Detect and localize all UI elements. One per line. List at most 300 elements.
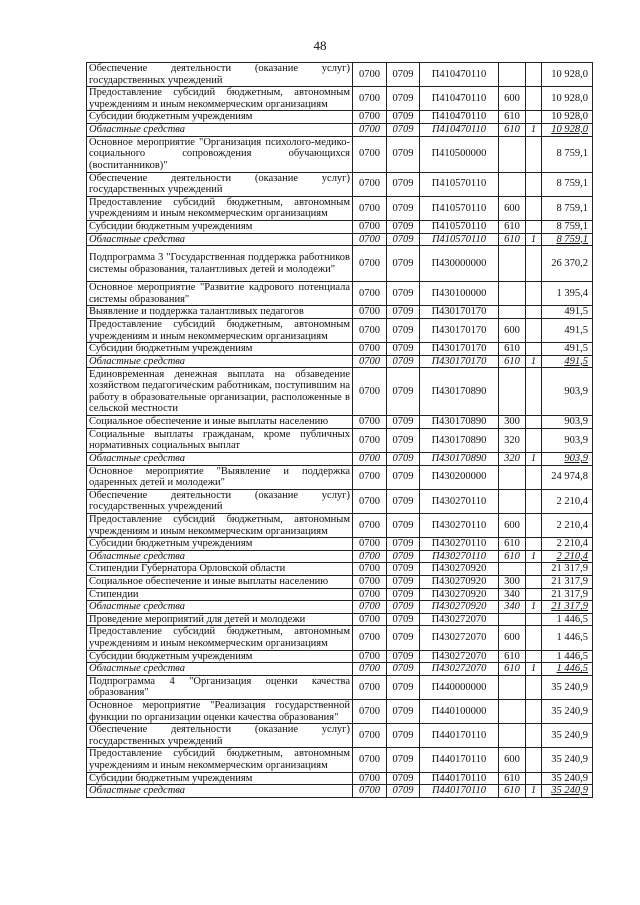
row-source-code <box>526 563 542 576</box>
row-target-code: П440100000 <box>420 699 499 723</box>
row-expense-type-code: 600 <box>499 626 526 650</box>
row-name: Областные средства <box>87 123 353 136</box>
row-target-code: П430170170 <box>420 355 499 368</box>
row-section-code: 0700 <box>353 576 387 589</box>
row-target-code: П440000000 <box>420 675 499 699</box>
row-target-code: П410470110 <box>420 87 499 111</box>
row-amount: 491,5 <box>542 318 593 342</box>
row-name: Предоставление субсидий бюджетным, автономным учреждениям и иным некоммерческим организациям <box>87 514 353 538</box>
row-section-code: 0700 <box>353 172 387 196</box>
table-row <box>87 306 593 319</box>
row-subsection-code: 0709 <box>387 63 420 87</box>
row-name: Основное мероприятие "Реализация государственной функции по организации оценки качества образования" <box>87 699 353 723</box>
row-target-code: П430200000 <box>420 465 499 489</box>
row-name: Субсидии бюджетным учреждениям <box>87 650 353 663</box>
table-row <box>87 136 593 172</box>
row-subsection-code: 0709 <box>387 675 420 699</box>
row-section-code: 0700 <box>353 453 387 466</box>
row-target-code: П430170890 <box>420 416 499 429</box>
row-target-code: П430272070 <box>420 626 499 650</box>
table-row <box>87 563 593 576</box>
row-amount: 2 210,4 <box>542 489 593 513</box>
row-subsection-code: 0709 <box>387 785 420 798</box>
row-section-code: 0700 <box>353 63 387 87</box>
row-amount: 35 240,9 <box>542 699 593 723</box>
row-target-code: П410500000 <box>420 136 499 172</box>
row-expense-type-code: 610 <box>499 343 526 356</box>
row-expense-type-code: 340 <box>499 601 526 614</box>
row-source-code <box>526 699 542 723</box>
row-section-code: 0700 <box>353 282 387 306</box>
row-expense-type-code: 610 <box>499 650 526 663</box>
table-row <box>87 465 593 489</box>
table-row <box>87 675 593 699</box>
row-source-code <box>526 196 542 220</box>
row-source-code: 1 <box>526 601 542 614</box>
row-amount: 2 210,4 <box>542 538 593 551</box>
row-expense-type-code <box>499 136 526 172</box>
row-section-code: 0700 <box>353 343 387 356</box>
row-source-code: 1 <box>526 453 542 466</box>
row-target-code: П440170110 <box>420 748 499 772</box>
row-source-code <box>526 220 542 233</box>
row-target-code: П430000000 <box>420 246 499 282</box>
table-row <box>87 538 593 551</box>
row-target-code: П430272070 <box>420 650 499 663</box>
row-expense-type-code <box>499 306 526 319</box>
row-name: Стипендии <box>87 588 353 601</box>
budget-table <box>86 62 593 798</box>
row-amount: 35 240,9 <box>542 772 593 785</box>
row-target-code: П410570110 <box>420 196 499 220</box>
row-name: Субсидии бюджетным учреждениям <box>87 220 353 233</box>
row-target-code: П430270920 <box>420 563 499 576</box>
row-amount: 8 759,1 <box>542 196 593 220</box>
row-name: Субсидии бюджетным учреждениям <box>87 343 353 356</box>
row-amount: 10 928,0 <box>542 87 593 111</box>
row-amount: 1 446,5 <box>542 626 593 650</box>
row-subsection-code: 0709 <box>387 489 420 513</box>
row-name: Выявление и поддержка талантливых педагогов <box>87 306 353 319</box>
row-expense-type-code <box>499 172 526 196</box>
table-row <box>87 588 593 601</box>
table-row <box>87 233 593 246</box>
row-expense-type-code: 610 <box>499 550 526 563</box>
row-name: Обеспечение деятельности (оказание услуг) государственных учреждений <box>87 172 353 196</box>
row-section-code: 0700 <box>353 514 387 538</box>
row-amount: 491,5 <box>542 343 593 356</box>
row-expense-type-code <box>499 699 526 723</box>
row-subsection-code: 0709 <box>387 318 420 342</box>
row-section-code: 0700 <box>353 489 387 513</box>
row-name: Областные средства <box>87 453 353 466</box>
row-subsection-code: 0709 <box>387 196 420 220</box>
row-target-code: П440170110 <box>420 772 499 785</box>
row-section-code: 0700 <box>353 785 387 798</box>
row-expense-type-code: 610 <box>499 538 526 551</box>
row-expense-type-code: 300 <box>499 416 526 429</box>
row-subsection-code: 0709 <box>387 563 420 576</box>
table-row <box>87 355 593 368</box>
row-amount: 903,9 <box>542 428 593 452</box>
row-target-code: П430170170 <box>420 318 499 342</box>
row-expense-type-code <box>499 368 526 416</box>
row-section-code: 0700 <box>353 123 387 136</box>
budget-table-body <box>87 63 593 798</box>
table-row <box>87 246 593 282</box>
row-amount: 26 370,2 <box>542 246 593 282</box>
row-section-code: 0700 <box>353 87 387 111</box>
row-subsection-code: 0709 <box>387 663 420 676</box>
row-amount: 903,9 <box>542 416 593 429</box>
row-section-code: 0700 <box>353 196 387 220</box>
row-name: Социальное обеспечение и иные выплаты населению <box>87 576 353 589</box>
row-name: Обеспечение деятельности (оказание услуг) государственных учреждений <box>87 724 353 748</box>
row-source-code <box>526 650 542 663</box>
row-amount: 21 317,9 <box>542 588 593 601</box>
row-subsection-code: 0709 <box>387 355 420 368</box>
row-name: Основное мероприятие "Организация психолого-медико-социального сопровождения обучающихся (воспитанников)" <box>87 136 353 172</box>
row-source-code <box>526 246 542 282</box>
row-expense-type-code: 600 <box>499 196 526 220</box>
row-name: Предоставление субсидий бюджетным, автономным учреждениям и иным некоммерческим организациям <box>87 318 353 342</box>
row-expense-type-code: 320 <box>499 428 526 452</box>
row-target-code: П430272070 <box>420 613 499 626</box>
row-source-code <box>526 87 542 111</box>
row-expense-type-code <box>499 246 526 282</box>
table-row <box>87 514 593 538</box>
row-subsection-code: 0709 <box>387 601 420 614</box>
row-target-code: П430270920 <box>420 588 499 601</box>
row-section-code: 0700 <box>353 663 387 676</box>
row-expense-type-code: 610 <box>499 785 526 798</box>
table-row <box>87 87 593 111</box>
row-section-code: 0700 <box>353 368 387 416</box>
row-subsection-code: 0709 <box>387 220 420 233</box>
row-target-code: П410570110 <box>420 172 499 196</box>
row-source-code <box>526 772 542 785</box>
row-subsection-code: 0709 <box>387 172 420 196</box>
row-amount: 35 240,9 <box>542 748 593 772</box>
row-source-code <box>526 136 542 172</box>
table-row <box>87 63 593 87</box>
row-subsection-code: 0709 <box>387 306 420 319</box>
table-row <box>87 785 593 798</box>
row-source-code <box>526 588 542 601</box>
row-expense-type-code <box>499 63 526 87</box>
table-row <box>87 111 593 124</box>
row-amount: 21 317,9 <box>542 601 593 614</box>
row-source-code <box>526 514 542 538</box>
row-subsection-code: 0709 <box>387 87 420 111</box>
row-amount: 1 395,4 <box>542 282 593 306</box>
row-name: Основное мероприятие "Выявление и поддержка одаренных детей и молодежи" <box>87 465 353 489</box>
row-amount: 2 210,4 <box>542 550 593 563</box>
row-name: Предоставление субсидий бюджетным, автономным учреждениям и иным некоммерческим организациям <box>87 748 353 772</box>
table-row <box>87 489 593 513</box>
row-target-code: П430170890 <box>420 428 499 452</box>
row-source-code <box>526 465 542 489</box>
row-name: Субсидии бюджетным учреждениям <box>87 111 353 124</box>
row-section-code: 0700 <box>353 538 387 551</box>
row-amount: 903,9 <box>542 453 593 466</box>
row-section-code: 0700 <box>353 220 387 233</box>
row-expense-type-code: 610 <box>499 111 526 124</box>
row-expense-type-code <box>499 282 526 306</box>
row-name: Предоставление субсидий бюджетным, автономным учреждениям и иным некоммерческим организациям <box>87 87 353 111</box>
row-target-code: П430100000 <box>420 282 499 306</box>
row-name: Подпрограмма 3 "Государственная поддержка работников системы образования, талантливых детей и молодежи" <box>87 246 353 282</box>
page-number: 48 <box>313 38 327 53</box>
row-section-code: 0700 <box>353 650 387 663</box>
row-name: Предоставление субсидий бюджетным, автономным учреждениям и иным некоммерческим организациям <box>87 196 353 220</box>
row-target-code: П410570110 <box>420 220 499 233</box>
row-name: Социальные выплаты гражданам, кроме публичных нормативных социальных выплат <box>87 428 353 452</box>
row-target-code: П430170170 <box>420 306 499 319</box>
table-row <box>87 724 593 748</box>
table-row <box>87 343 593 356</box>
row-expense-type-code <box>499 489 526 513</box>
table-row <box>87 123 593 136</box>
row-name: Областные средства <box>87 355 353 368</box>
row-amount: 24 974,8 <box>542 465 593 489</box>
row-section-code: 0700 <box>353 588 387 601</box>
row-expense-type-code: 600 <box>499 87 526 111</box>
table-row <box>87 416 593 429</box>
row-target-code: П410470110 <box>420 63 499 87</box>
row-source-code <box>526 172 542 196</box>
row-source-code <box>526 748 542 772</box>
row-source-code <box>526 675 542 699</box>
table-row <box>87 663 593 676</box>
row-expense-type-code <box>499 724 526 748</box>
table-row <box>87 576 593 589</box>
row-amount: 8 759,1 <box>542 220 593 233</box>
row-subsection-code: 0709 <box>387 111 420 124</box>
row-target-code: П410570110 <box>420 233 499 246</box>
row-target-code: П430270110 <box>420 538 499 551</box>
row-amount: 1 446,5 <box>542 613 593 626</box>
row-source-code <box>526 282 542 306</box>
row-source-code <box>526 368 542 416</box>
row-subsection-code: 0709 <box>387 626 420 650</box>
row-source-code: 1 <box>526 355 542 368</box>
row-source-code <box>526 428 542 452</box>
row-expense-type-code: 300 <box>499 576 526 589</box>
row-name: Областные средства <box>87 233 353 246</box>
row-name: Основное мероприятие "Развитие кадрового потенциала системы образования" <box>87 282 353 306</box>
row-subsection-code: 0709 <box>387 613 420 626</box>
row-section-code: 0700 <box>353 465 387 489</box>
table-row <box>87 772 593 785</box>
row-subsection-code: 0709 <box>387 368 420 416</box>
row-target-code: П430170890 <box>420 368 499 416</box>
row-source-code <box>526 343 542 356</box>
row-section-code: 0700 <box>353 675 387 699</box>
table-row <box>87 748 593 772</box>
row-name: Обеспечение деятельности (оказание услуг) государственных учреждений <box>87 63 353 87</box>
row-source-code: 1 <box>526 123 542 136</box>
row-target-code: П430270110 <box>420 550 499 563</box>
row-section-code: 0700 <box>353 233 387 246</box>
row-section-code: 0700 <box>353 306 387 319</box>
row-name: Областные средства <box>87 601 353 614</box>
row-expense-type-code: 340 <box>499 588 526 601</box>
row-subsection-code: 0709 <box>387 282 420 306</box>
row-subsection-code: 0709 <box>387 343 420 356</box>
row-name: Проведение мероприятий для детей и молодежи <box>87 613 353 626</box>
row-section-code: 0700 <box>353 724 387 748</box>
row-name: Областные средства <box>87 663 353 676</box>
row-source-code <box>526 318 542 342</box>
row-expense-type-code: 600 <box>499 514 526 538</box>
row-section-code: 0700 <box>353 355 387 368</box>
row-section-code: 0700 <box>353 550 387 563</box>
table-row <box>87 550 593 563</box>
row-amount: 35 240,9 <box>542 785 593 798</box>
row-section-code: 0700 <box>353 626 387 650</box>
table-row <box>87 368 593 416</box>
row-subsection-code: 0709 <box>387 246 420 282</box>
row-expense-type-code <box>499 613 526 626</box>
row-source-code <box>526 111 542 124</box>
row-amount: 1 446,5 <box>542 650 593 663</box>
row-amount: 10 928,0 <box>542 63 593 87</box>
row-amount: 21 317,9 <box>542 576 593 589</box>
table-row <box>87 626 593 650</box>
table-row <box>87 282 593 306</box>
row-expense-type-code <box>499 675 526 699</box>
table-row <box>87 220 593 233</box>
row-section-code: 0700 <box>353 699 387 723</box>
row-expense-type-code: 610 <box>499 772 526 785</box>
row-target-code: П430270110 <box>420 489 499 513</box>
row-target-code: П430270920 <box>420 576 499 589</box>
row-source-code <box>526 306 542 319</box>
row-subsection-code: 0709 <box>387 588 420 601</box>
row-source-code: 1 <box>526 233 542 246</box>
row-section-code: 0700 <box>353 246 387 282</box>
row-expense-type-code <box>499 465 526 489</box>
row-expense-type-code: 600 <box>499 748 526 772</box>
row-name: Подпрограмма 4 "Организация оценки качества образования" <box>87 675 353 699</box>
row-section-code: 0700 <box>353 416 387 429</box>
row-expense-type-code <box>499 563 526 576</box>
row-name: Единовременная денежная выплата на обзаведение хозяйством педагогическим работникам, поступившим на работу в образовательные организации, расположенные в сельской местности <box>87 368 353 416</box>
row-expense-type-code: 610 <box>499 663 526 676</box>
row-amount: 491,5 <box>542 306 593 319</box>
row-section-code: 0700 <box>353 428 387 452</box>
row-subsection-code: 0709 <box>387 699 420 723</box>
row-amount: 10 928,0 <box>542 123 593 136</box>
row-source-code: 1 <box>526 550 542 563</box>
row-amount: 8 759,1 <box>542 233 593 246</box>
row-source-code <box>526 613 542 626</box>
row-expense-type-code: 600 <box>499 318 526 342</box>
table-row <box>87 172 593 196</box>
row-subsection-code: 0709 <box>387 514 420 538</box>
row-source-code <box>526 626 542 650</box>
row-source-code <box>526 724 542 748</box>
row-subsection-code: 0709 <box>387 123 420 136</box>
row-section-code: 0700 <box>353 601 387 614</box>
row-name: Социальное обеспечение и иные выплаты населению <box>87 416 353 429</box>
table-row <box>87 601 593 614</box>
row-source-code: 1 <box>526 785 542 798</box>
row-source-code <box>526 576 542 589</box>
row-name: Стипендии Губернатора Орловской области <box>87 563 353 576</box>
row-subsection-code: 0709 <box>387 453 420 466</box>
row-section-code: 0700 <box>353 136 387 172</box>
row-source-code <box>526 538 542 551</box>
table-row <box>87 318 593 342</box>
row-section-code: 0700 <box>353 772 387 785</box>
row-expense-type-code: 610 <box>499 355 526 368</box>
row-name: Обеспечение деятельности (оказание услуг) государственных учреждений <box>87 489 353 513</box>
row-section-code: 0700 <box>353 318 387 342</box>
row-name: Областные средства <box>87 550 353 563</box>
table-row <box>87 453 593 466</box>
row-source-code: 1 <box>526 663 542 676</box>
row-section-code: 0700 <box>353 563 387 576</box>
row-expense-type-code: 610 <box>499 220 526 233</box>
row-subsection-code: 0709 <box>387 233 420 246</box>
row-target-code: П410470110 <box>420 123 499 136</box>
row-amount: 491,5 <box>542 355 593 368</box>
row-target-code: П430270110 <box>420 514 499 538</box>
row-subsection-code: 0709 <box>387 465 420 489</box>
table-row <box>87 699 593 723</box>
row-subsection-code: 0709 <box>387 772 420 785</box>
row-amount: 1 446,5 <box>542 663 593 676</box>
row-target-code: П430170170 <box>420 343 499 356</box>
row-target-code: П430272070 <box>420 663 499 676</box>
row-amount: 8 759,1 <box>542 172 593 196</box>
row-name: Субсидии бюджетным учреждениям <box>87 538 353 551</box>
row-name: Областные средства <box>87 785 353 798</box>
table-row <box>87 650 593 663</box>
row-source-code <box>526 63 542 87</box>
row-subsection-code: 0709 <box>387 416 420 429</box>
row-amount: 21 317,9 <box>542 563 593 576</box>
row-target-code: П430170890 <box>420 453 499 466</box>
row-subsection-code: 0709 <box>387 650 420 663</box>
row-subsection-code: 0709 <box>387 724 420 748</box>
row-subsection-code: 0709 <box>387 550 420 563</box>
row-source-code <box>526 416 542 429</box>
row-target-code: П430270920 <box>420 601 499 614</box>
row-amount: 10 928,0 <box>542 111 593 124</box>
table-row <box>87 613 593 626</box>
row-expense-type-code: 610 <box>499 123 526 136</box>
row-subsection-code: 0709 <box>387 538 420 551</box>
row-subsection-code: 0709 <box>387 748 420 772</box>
row-subsection-code: 0709 <box>387 576 420 589</box>
row-name: Предоставление субсидий бюджетным, автономным учреждениям и иным некоммерческим организациям <box>87 626 353 650</box>
row-section-code: 0700 <box>353 613 387 626</box>
row-name: Субсидии бюджетным учреждениям <box>87 772 353 785</box>
table-row <box>87 196 593 220</box>
row-section-code: 0700 <box>353 748 387 772</box>
row-section-code: 0700 <box>353 111 387 124</box>
row-expense-type-code: 610 <box>499 233 526 246</box>
row-amount: 35 240,9 <box>542 675 593 699</box>
row-amount: 8 759,1 <box>542 136 593 172</box>
row-subsection-code: 0709 <box>387 428 420 452</box>
row-subsection-code: 0709 <box>387 136 420 172</box>
row-expense-type-code: 320 <box>499 453 526 466</box>
row-target-code: П410470110 <box>420 111 499 124</box>
